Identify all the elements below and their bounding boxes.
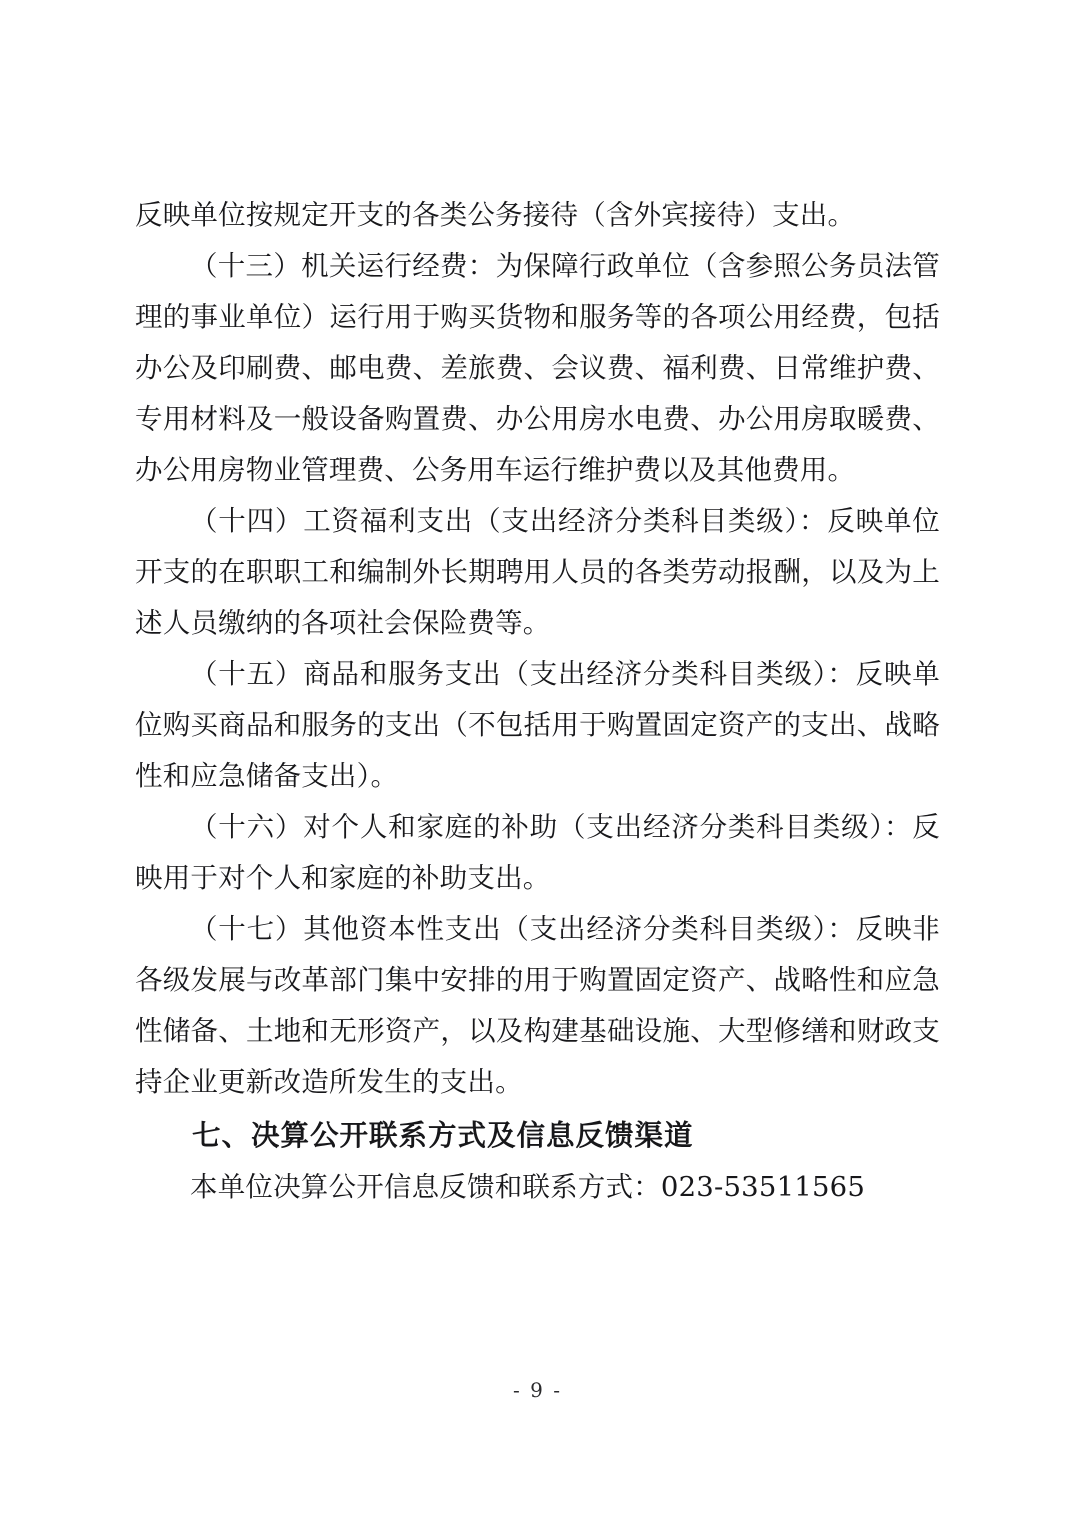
document-body [135,190,940,1213]
paragraph-contact-info: 本单位决算公开信息反馈和联系方式：023-53511565 [190,1171,866,1203]
paragraph-item-15: （十五）商品和服务支出（支出经济分类科目类级）：反映单位购买商品和服务的支出（不包括用于购置固定资产的支出、战略性和应急储备支出）。 [135,658,940,792]
paragraph-item-16: （十六）对个人和家庭的补助（支出经济分类科目类级）：反映用于对个人和家庭的补助支出。 [135,811,940,894]
paragraph-item-14: （十四）工资福利支出（支出经济分类科目类级）：反映单位开支的在职职工和编制外长期聘用人员的各类劳动报酬，以及为上述人员缴纳的各项社会保险费等。 [135,505,940,639]
page-number: - 9 - [513,1378,562,1402]
paragraph-item-17: （十七）其他资本性支出（支出经济分类科目类级）：反映非各级发展与改革部门集中安排的用于购置固定资产、战略性和应急性储备、土地和无形资产，以及构建基础设施、大型修缮和财政支持企业更新改造所发生的支出。 [135,913,940,1098]
paragraph-item-13: （十三）机关运行经费：为保障行政单位（含参照公务员法管理的事业单位）运行用于购买货物和服务等的各项公用经费，包括办公及印刷费、邮电费、差旅费、会议费、福利费、日常维护费、专用材料及一般设备购置费、办公用房水电费、办公用房取暖费、办公用房物业管理费、公务用车运行维护费以及其他费用。 [135,250,940,486]
section-heading-contact: 七、决算公开联系方式及信息反馈渠道 [192,1119,694,1152]
paragraph-reception-expense: 反映单位按规定开支的各类公务接待（含外宾接待）支出。 [135,199,856,231]
